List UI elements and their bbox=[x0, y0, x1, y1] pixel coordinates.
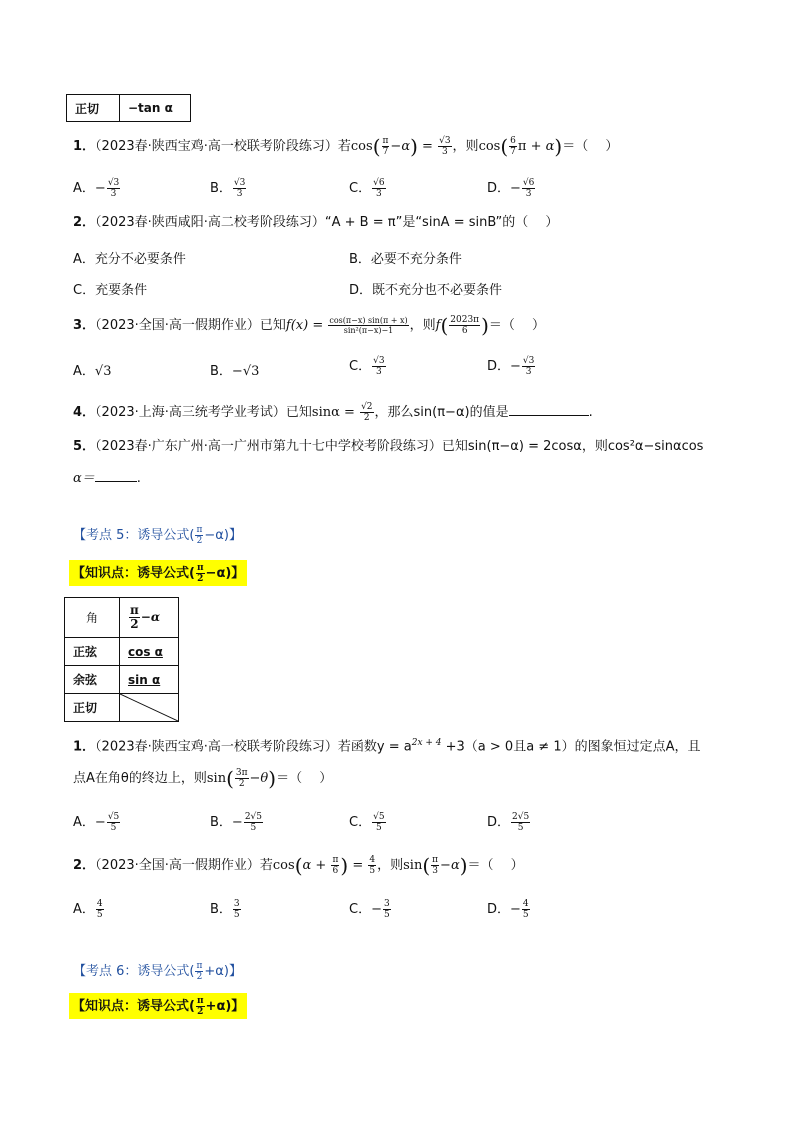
diagonal-slash bbox=[120, 694, 178, 721]
option-d: D．− $\frac{√6}{3}$ bbox=[487, 178, 535, 199]
option-c: C． $\frac{√3}{3}$ bbox=[349, 356, 385, 377]
answer-blank[interactable] bbox=[95, 481, 137, 482]
option-b: B． $\frac{3}{5}$ bbox=[210, 899, 240, 920]
s4-question-2: 2．（2023春·陕西咸阳·高二校考阶段练习）“A + B = π”是“sinA = sinB”的（ ） bbox=[73, 215, 559, 230]
table-row-label: 余弦 bbox=[65, 666, 120, 694]
s5-question-1: 1．（2023春·陕西宝鸡·高一校联考阶段练习）若函数$y = a^{2x + 4} +3(a > 0$且a ≠ 1）的图象恒过定点A，且 bbox=[73, 738, 701, 755]
s4-question-4: 4．（2023·上海·高三统考学业考试）已知sinα = $\frac{√2}{2}$ ，那么sin(π−α)的值是 . bbox=[73, 402, 593, 423]
s6-kaodian-heading: 【考点 6：诱导公式( $\frac{\pi}{2}$ +α)】 bbox=[73, 961, 242, 982]
option-c: C．− $\frac{3}{5}$ bbox=[349, 899, 390, 920]
table-row-slash bbox=[120, 694, 179, 722]
table-row-value: sin α bbox=[120, 666, 179, 694]
option-c: C． $\frac{√6}{3}$ bbox=[349, 178, 385, 199]
s4-question-1: 1．（2023春·陕西宝鸡·高一校联考阶段练习）若cos( $\frac{\pi}{7}$ −α) = $\frac{√3}{3}$ ，则cos( $\frac{6}{7}$ π + α)＝（ ） bbox=[73, 134, 619, 159]
s4-q3-option-a: A．√3 bbox=[73, 364, 112, 379]
tangent-table-fragment bbox=[66, 94, 191, 122]
s5-zhishi-heading: 【知识点：诱导公式( $\frac{\pi}{2}$ −α)】 bbox=[69, 560, 247, 586]
s5-formula-table bbox=[64, 597, 179, 722]
s5-kaodian-heading: 【考点 5：诱导公式( $\frac{\pi}{2}$ −α)】 bbox=[73, 525, 242, 546]
option-d: D．− $\frac{√3}{3}$ bbox=[487, 356, 535, 377]
option-a: A． $\frac{4}{5}$ bbox=[73, 899, 103, 920]
option-b: B．− $\frac{2√5}{5}$ bbox=[210, 812, 263, 833]
option-d: D．− $\frac{4}{5}$ bbox=[487, 899, 529, 920]
s4-question-3: 3．（2023·全国·高一假期作业）已知f(x) = $\frac{\cos(\pi-x) \sin(\pi + x)}{\text{sin²(π−x)−1}}$ ，则f( $\frac{2023\pi}{6}$ )＝（ ） bbox=[73, 313, 546, 338]
s5-question-2: 2．（2023·全国·高一假期作业）若cos(α + $\frac{\pi}{6}$ ) = $\frac{4}{5}$ ，则sin( $\frac{\pi}{3}$ −α)＝（ ） bbox=[73, 853, 524, 878]
s4-question-5-line2: α＝ . bbox=[73, 471, 141, 486]
s4-q2-option-d: D．既不充分也不必要条件 bbox=[349, 283, 503, 298]
s4-q2-option-c: C．充要条件 bbox=[73, 283, 148, 298]
option-a: A．− $\frac{√3}{3}$ bbox=[73, 178, 120, 199]
option-c: C． $\frac{√5}{5}$ bbox=[349, 812, 385, 833]
table-row-label: 正切 bbox=[65, 694, 120, 722]
s6-zhishi-heading: 【知识点：诱导公式( $\frac{\pi}{2}$ +α)】 bbox=[69, 993, 247, 1019]
table-row-value: cos α bbox=[120, 638, 179, 666]
table-row-label: 正弦 bbox=[65, 638, 120, 666]
s4-q2-option-a: A．充分不必要条件 bbox=[73, 252, 186, 267]
option-a: A．− $\frac{√5}{5}$ bbox=[73, 812, 120, 833]
s4-q2-option-b: B．必要不充分条件 bbox=[349, 252, 462, 267]
s4-question-5: 5．（2023春·广东广州·高一广州市第九十七中学校考阶段练习）已知sin(π−α) = 2cosα，则cos²α−sinαcos bbox=[73, 439, 704, 454]
table-head-angle: 角 bbox=[65, 598, 120, 638]
answer-blank[interactable] bbox=[509, 415, 589, 416]
table-head-expr: $\frac{\pi}{2}$ −α bbox=[120, 598, 179, 638]
s5-question-1-line2: 点A在角θ的终边上，则sin( $\frac{3\pi}{2}$ −θ)＝（ ） bbox=[73, 766, 333, 791]
table-cell-label: 正切 bbox=[67, 95, 120, 122]
table-cell-value: −tan α bbox=[120, 95, 191, 122]
option-d: D． $\frac{2√5}{5}$ bbox=[487, 812, 530, 833]
option-b: B． $\frac{√3}{3}$ bbox=[210, 178, 246, 199]
s4-q3-option-b: B．−√3 bbox=[210, 364, 260, 379]
